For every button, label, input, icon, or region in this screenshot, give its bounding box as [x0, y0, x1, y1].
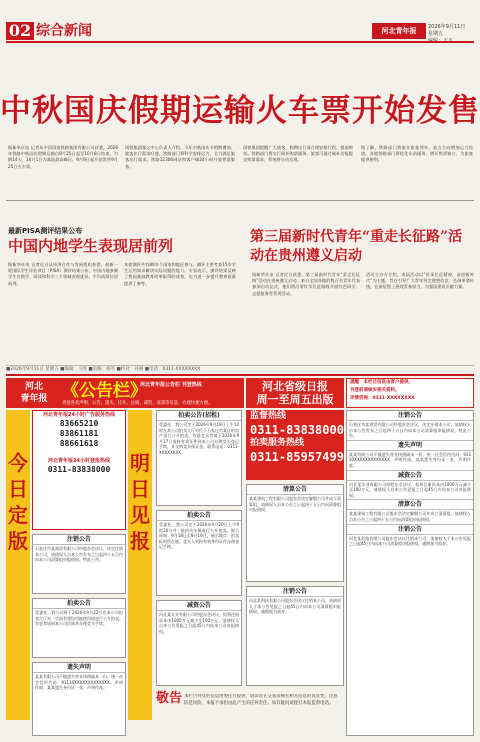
notice-text: 本栏目刊登的信息由委托方提供，请读者在交易前核实相关信息的真实性，注意防范风险。本报不承担由此产生的任何责任。如有疑问请拨打本报监督电话。	[184, 694, 338, 706]
box-title: 遗失声明	[33, 663, 125, 673]
tomorrow-banner	[128, 410, 152, 720]
notice-description: 刊登各类声明、公告、遗失、挂失、注销、减资、清算等信息，办理快捷方便。	[62, 401, 213, 406]
yishi-box	[32, 662, 126, 736]
auction-box	[156, 510, 242, 596]
box-text: 河北某科技有限公司股东会决议注销本公司，请债权人于本公告见报之日起45日内向本公司清算组申报债权，逾期视为放弃。	[249, 598, 341, 615]
section-title: 综合新闻	[36, 23, 92, 39]
hotline-label: 拍卖服务热线	[250, 438, 305, 448]
box-title: 清算公告	[347, 499, 473, 510]
zhuxiao-box	[246, 586, 344, 686]
box-title: 清算公告	[247, 485, 343, 495]
reminder-line: 刊登前请核实相关资料。	[350, 388, 400, 393]
hotline-number-2: 0311-83838000	[47, 465, 111, 474]
box-title: 注销公告	[33, 535, 125, 545]
lead-headline: 中秋国庆假期运输火车票开始发售	[0, 93, 480, 129]
box-title: 注销公告	[347, 524, 473, 535]
pisa-headline: 中国内地学生表现居前列	[8, 237, 174, 255]
box-title: 注销公告	[247, 587, 343, 597]
box-text: 河北某实业有限公司经股东会决议，拟将注册资本由1000万元减少至100万元，请债权人自本公告见报之日起45日内向本公司申报债权。	[349, 481, 471, 498]
box-title: 减资公告	[347, 470, 473, 481]
longmarch-headline: 第三届新时代青年“重走长征路”活动在贵州遵义启动	[250, 229, 463, 264]
hotline-label: 监督热线	[250, 411, 287, 421]
box-text: 受委托，我公司定于2026年9月20日上午9时30分对一批机动车辆进行公开拍卖。展示时间：9月18日至9月19日。展示地点：拍卖标的所在地。竞买人须持有效身份证件办理登记手续。	[159, 522, 239, 550]
date-line: 星期五	[428, 31, 444, 37]
hotline-number: 88661618	[59, 439, 99, 448]
auction-box	[156, 410, 242, 506]
hotline-number: 83665210	[59, 419, 99, 428]
lead-column-1: 据新华社电 记者从中国国家铁路集团有限公司获悉，2026年铁路中秋国庆假期运输自9月25日起至10月8日结束，为期14天，10月1日为客流最高峰日。9月9日起开始发售9月25日火车票。	[8, 145, 118, 169]
section-divider	[6, 200, 474, 201]
today-text: 今日定版	[8, 451, 28, 553]
pisa-column-1: 据新华社电 记者近日从经济合作与发展组织获悉，最新一轮国际学生评估项目（PISA）测评结果公布，中国内地参测学生在数学、阅读和科学三个领域表现优异，平均成绩位居前列。	[8, 262, 118, 286]
box-text: 某某建筑工程有限公司股东会决定解散公司并成立清算组，请债权人自本公告之日起四十五日内向清算组申报债权。	[249, 496, 341, 513]
supervision-hotline	[246, 410, 344, 480]
notice-subtitle: 河北青年报公告栏 刊登热线	[140, 382, 202, 388]
box-text: 石家庄市某商贸有限公司经股东会决议，决定注销本公司，请债权人自本公告发布之日起四十五日内向本公司清算组申报债权。特此公告。	[349, 422, 471, 439]
reminder-box	[346, 378, 474, 408]
newspaper-logo: 河北青年报	[372, 23, 426, 39]
box-text: 河北某实业有限公司经股东会决议，拟将注册资本由1000万元减少至100万元，请债权人自本公告见报之日起45日内向本公司申报债权。	[159, 612, 239, 634]
notice-logo-line: 河北	[24, 382, 43, 392]
notice-logo	[8, 381, 60, 405]
hotline-number: 0311-83838000	[250, 423, 344, 437]
zhuxiao-box	[32, 534, 126, 594]
reminder-line: 详情咨询：0311-XXXXXXXX	[350, 396, 415, 401]
box-title: 拍卖公告(招租)	[157, 411, 241, 421]
tomorrow-text: 明日见报	[130, 451, 150, 553]
hotline-number: 83861181	[59, 429, 99, 438]
classified-column	[346, 410, 474, 736]
longmarch-column-1: 据新华社电 记者近日获悉，第三届新时代青年“重走长征路”活动在贵州遵义启动。来自全国各地的数百名青年代表参加启动仪式，他们将沿着红军长征路线开展红色研学、志愿服务等系列活动。	[252, 272, 360, 296]
box-title: 拍卖公告	[33, 599, 125, 609]
jianzi-box	[156, 600, 242, 686]
hotline-title-2: 河北青年报24小时登报热线	[48, 458, 110, 464]
notice-logo-line: 青年报	[20, 394, 48, 404]
box-text: 石家庄市某商贸有限公司经股东会决议，决定注销本公司，请债权人自本公告发布之日起四十五日内向本公司清算组申报债权。特此公告。	[35, 546, 123, 563]
pisa-kicker: 最新PISA测评结果公布	[8, 227, 83, 235]
box-title: 拍卖公告	[157, 511, 241, 521]
hotline-box	[32, 410, 126, 530]
box-title: 遗失声明	[347, 440, 473, 451]
lead-column-4: 据了解，铁路部门将加开旅客列车，重点方向增加运力投放。各地铁路部门将优化车站服务，增开售票窗口，为旅客提供便利。	[361, 145, 473, 163]
box-text: 某某有限公司不慎遗失营业执照副本一份，统一社会信用代码：91130XXXXXXXXXXXXX，声明作废。某某遗失身份证一张，声明作废。	[35, 674, 123, 691]
box-text: 某某建筑工程有限公司股东会决定解散公司并成立清算组，请债权人自本公告之日起四十五日内向清算组申报债权。	[349, 511, 471, 522]
box-title: 注销公告	[347, 411, 473, 421]
lead-column-2: 国铁集团客运中心负责人介绍，今年中秋国庆节假期叠加，旅客出行需求旺盛，铁路部门将科学安排运力，全力满足旅客出行需求。铁路12306网站和客户端24小时开放售票服务。	[125, 145, 235, 169]
box-title: 减资公告	[157, 601, 241, 611]
daily-banner-line: 河北省级日报	[262, 380, 328, 393]
reminder-line: 提醒：本栏目信息由客户提供，	[350, 380, 413, 385]
notice-title: 《公告栏》	[62, 381, 147, 401]
lead-column-3: 国铁集团提醒广大旅客，假期出行请合理安排行程，提前购票。铁路部门将实行候补购票服务，旅客可通过候补功能提交购票需求，系统将自动兑现。	[243, 145, 353, 163]
hotline-number: 0311-85957499	[250, 450, 344, 464]
box-text: 受委托，我公司将于2026年9月22日在本公司拍卖大厅对一宗国有建设用地使用权进行公开拍卖。有意者请到本公司咨询并办理竞买手续。	[35, 610, 123, 627]
page-number: 02	[6, 22, 34, 40]
page-footer-info: ■2026年9月11日 星期五 ■编辑：马进 ■美编：杨军 ■校对：孙丽 ■电话：0311-XXXXXXXX	[6, 365, 474, 373]
today-banner	[6, 410, 30, 720]
qingsuan-box	[246, 484, 344, 582]
date-line: 2026年9月11日	[428, 24, 466, 30]
ads-rule	[6, 374, 474, 376]
longmarch-column-2: 活动主办方介绍，本届活动以“传承长征精神，奋进新时代”为主题，旨在引导广大青年坚定理想信念，弘扬革命传统，在新征程上展现青春担当，为强国建设贡献力量。	[366, 272, 474, 290]
pisa-column-2: 本轮测评共有80多个国家和地区参与。测评主要考查15岁学生运用知识解决实际问题的能力。专家表示，测评结果反映了我国基础教育改革取得的成效，也为进一步提升教育质量提供了参考。	[124, 262, 236, 286]
hotline-title: 河北青年报24小时广告服务热线	[43, 412, 115, 418]
notice-label: 敬告	[156, 691, 183, 706]
box-text: 受委托，我公司定于2026年9月18日上午10时在本公司拍卖大厅对位于石家庄市某区的房产进行公开拍卖。有意竞买者请于2026年9月17日前持有效证件到本公司办理竞买登记手续，并交纳竞买保证金。联系电话：0311-XXXXXXXX。	[159, 422, 239, 455]
header-rule	[6, 41, 474, 43]
box-text: 某某有限公司不慎遗失营业执照副本一份，统一社会信用代码：91130XXXXXXXXXXXXX，声明作废。某某遗失身份证一张，声明作废。	[349, 451, 471, 468]
auction-box	[32, 598, 126, 658]
box-text: 河北某科技有限公司股东会决议注销本公司，请债权人于本公告见报之日起45日内向本公司清算组申报债权，逾期视为放弃。	[349, 535, 471, 547]
daily-banner-line: 周一至周五出版	[256, 393, 334, 406]
